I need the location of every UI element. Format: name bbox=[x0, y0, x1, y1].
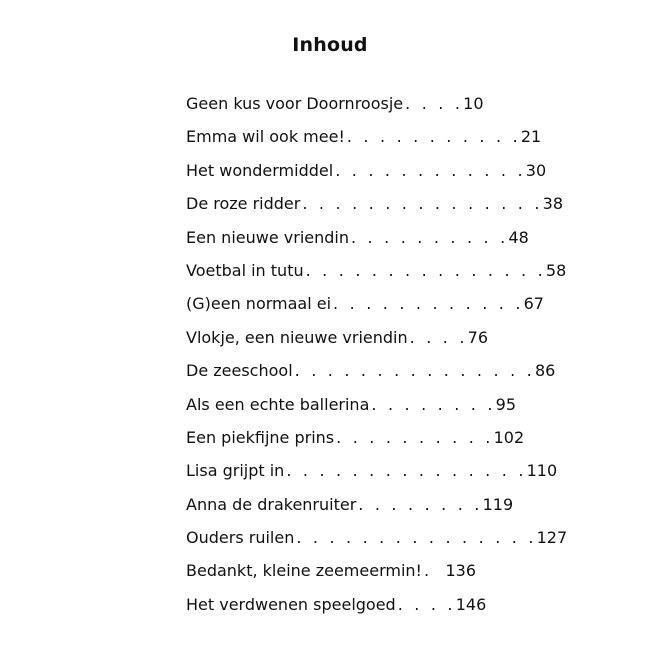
toc-entry-page: 10 bbox=[463, 94, 484, 113]
toc-entry bbox=[186, 361, 556, 394]
toc-entry bbox=[186, 594, 487, 628]
toc-entry-title: Het wondermiddel bbox=[186, 160, 334, 180]
toc-entry-title: Geen kus voor Doornroosje bbox=[186, 94, 404, 113]
toc-entry-leader: . . . . . . . . . . . . bbox=[333, 294, 524, 314]
toc-entry-title: Als een echte ballerina bbox=[186, 394, 370, 414]
toc-entry-title: Vlokje, een nieuwe vriendin bbox=[186, 327, 408, 347]
toc-entry-leader: . . . . . . . . . . . . . . . bbox=[305, 260, 546, 280]
toc-entry-title: Een nieuwe vriendin bbox=[186, 227, 349, 247]
toc-entry-page: 102 bbox=[493, 427, 525, 447]
toc-entry-page: 30 bbox=[525, 160, 547, 180]
toc-entry bbox=[186, 260, 567, 294]
toc-entry-page: 136 bbox=[445, 561, 476, 581]
toc-entry-page: 119 bbox=[482, 494, 514, 514]
toc-entry-leader: . . . . . . . . . . bbox=[350, 227, 509, 247]
toc-entry-title: Een piekfijne prins bbox=[186, 427, 335, 447]
toc-entry-title: De zeeschool bbox=[186, 361, 293, 381]
toc-entry-leader: . bbox=[423, 561, 433, 581]
toc-entry-leader: . . . . bbox=[405, 94, 464, 113]
toc-entry bbox=[186, 561, 476, 594]
toc-entry bbox=[186, 327, 488, 361]
toc-entry bbox=[186, 194, 564, 227]
toc-entry-leader: . . . . . . . . . . bbox=[336, 427, 494, 447]
toc-entry-page: 127 bbox=[536, 528, 568, 548]
table-of-contents bbox=[186, 94, 568, 628]
toc-entry-title: Ouders ruilen bbox=[186, 528, 295, 548]
toc-entry-page: 95 bbox=[495, 394, 517, 414]
toc-entry-title: De roze ridder bbox=[186, 194, 301, 214]
toc-entry-leader: . . . . . . . . . . . . bbox=[335, 160, 526, 180]
toc-entry-page: 110 bbox=[526, 461, 558, 481]
toc-entry-leader: . . . . . . . . . . . . . . . bbox=[286, 461, 527, 481]
toc-entry-page: 76 bbox=[467, 327, 488, 347]
toc-entry-title: Emma wil ook mee! bbox=[186, 127, 345, 147]
toc-entry-title: Lisa grijpt in bbox=[186, 461, 285, 481]
toc-entry-leader: . . . . bbox=[409, 327, 468, 347]
toc-entry-leader: . . . . . . . . . . . bbox=[346, 127, 521, 147]
toc-entry bbox=[186, 160, 547, 194]
toc-entry-title: Voetbal in tutu bbox=[186, 260, 304, 280]
toc-entry-title: (G)een normaal ei bbox=[186, 294, 332, 314]
toc-entry-page: 48 bbox=[508, 227, 529, 247]
toc-entry bbox=[186, 294, 544, 327]
toc-entry-title: Het verdwenen speelgoed bbox=[186, 594, 396, 614]
toc-entry-page: 21 bbox=[520, 127, 542, 147]
toc-entry bbox=[186, 528, 568, 561]
toc-entry bbox=[186, 227, 529, 261]
toc-entry-page: 58 bbox=[545, 260, 567, 280]
toc-heading: Inhoud bbox=[292, 34, 368, 56]
toc-entry bbox=[186, 127, 542, 160]
toc-entry-leader: . . . . . . . . bbox=[358, 494, 483, 514]
toc-entry bbox=[186, 427, 525, 461]
toc-entry-leader: . . . . bbox=[397, 594, 456, 614]
toc-entry-page: 146 bbox=[455, 594, 487, 614]
toc-entry bbox=[186, 394, 517, 428]
toc-entry bbox=[186, 494, 514, 528]
toc-entry-leader: . . . . . . . . . . . . . . . bbox=[296, 528, 537, 548]
toc-entry-leader: . . . . . . . . . . . . . . . bbox=[294, 361, 535, 381]
toc-entry-leader: . . . . . . . . bbox=[371, 394, 496, 414]
toc-entry-leader: . . . . . . . . . . . . . . . bbox=[302, 194, 543, 214]
toc-entry-page: 67 bbox=[523, 294, 544, 314]
toc-entry-title: Anna de drakenruiter bbox=[186, 494, 357, 514]
toc-entry-title: Bedankt, kleine zeemeermin! bbox=[186, 561, 422, 581]
toc-entry-page: 38 bbox=[542, 194, 564, 214]
toc-entry-page: 86 bbox=[534, 361, 556, 381]
toc-entry bbox=[186, 94, 484, 127]
toc-entry bbox=[186, 461, 558, 494]
